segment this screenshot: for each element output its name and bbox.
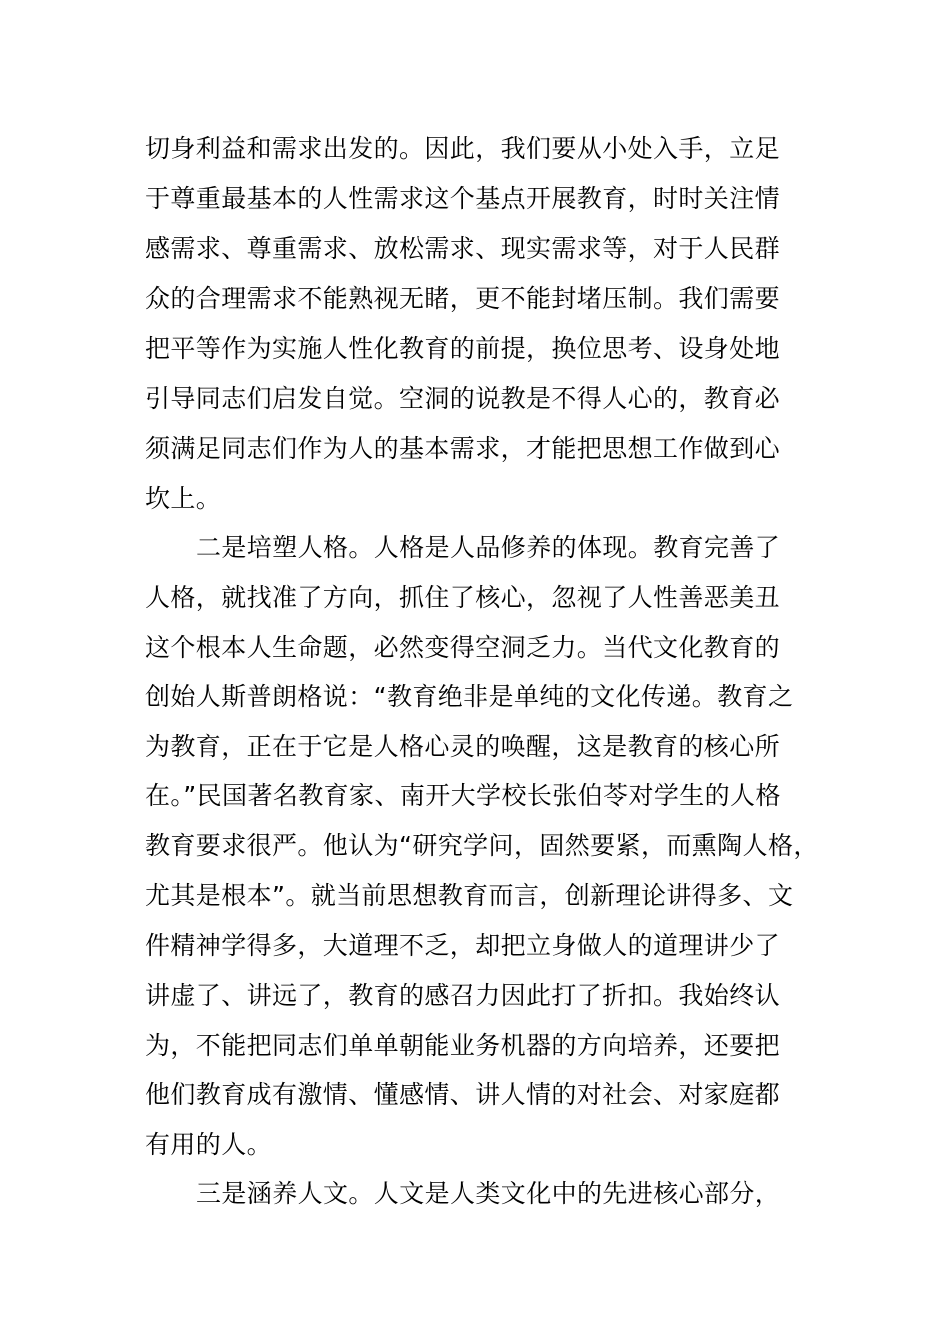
paragraph-first-line: 三是涵养人文。人文是人类文化中的先进核心部分，: [196, 1179, 781, 1208]
text-line: 感需求、尊重需求、放松需求、现实需求等，对于人民群: [145, 234, 781, 263]
text-line: 切身利益和需求出发的。因此，我们要从小处入手，立足: [145, 134, 781, 163]
text-line: 件精神学得多，大道理不乏，却把立身做人的道理讲少了: [145, 931, 781, 960]
text-line: 于尊重最基本的人性需求这个基点开展教育，时时关注情: [145, 184, 781, 213]
text-line: 讲虚了、讲远了，教育的感召力因此打了折扣。我始终认: [145, 981, 781, 1010]
text-line: 这个根本人生命题，必然变得空洞乏力。当代文化教育的: [145, 633, 781, 662]
text-line: 为教育，正在于它是人格心灵的唤醒，这是教育的核心所: [145, 732, 781, 761]
text-line: 他们教育成有激情、懂感情、讲人情的对社会、对家庭都: [145, 1080, 781, 1109]
text-line: 创始人斯普朗格说：“教育绝非是单纯的文化传递。教育之: [145, 682, 794, 711]
text-line: 尤其是根本”。就当前思想教育而言，创新理论讲得多、文: [145, 881, 794, 910]
text-line: 众的合理需求不能熟视无睹，更不能封堵压制。我们需要: [145, 284, 781, 313]
paragraph-first-line: 二是培塑人格。人格是人品修养的体现。教育完善了: [196, 533, 781, 562]
text-line: 把平等作为实施人性化教育的前提，换位思考、设身处地: [145, 334, 781, 363]
text-line: 坎上。: [145, 484, 222, 513]
text-line: 须满足同志们作为人的基本需求，才能把思想工作做到心: [145, 434, 781, 463]
text-line: 在。”民国著名教育家、南开大学校长张伯苓对学生的人格: [145, 781, 781, 810]
text-line: 为，不能把同志们单单朝能业务机器的方向培养，还要把: [145, 1031, 781, 1060]
text-line: 教育要求很严。他认为“研究学问，固然要紧，而熏陶人格，: [145, 831, 819, 860]
text-line: 人格，就找准了方向，抓住了核心，忽视了人性善恶美丑: [145, 583, 781, 612]
text-line: 有用的人。: [145, 1130, 273, 1159]
text-line: 引导同志们启发自觉。空洞的说教是不得人心的，教育必: [145, 384, 781, 413]
